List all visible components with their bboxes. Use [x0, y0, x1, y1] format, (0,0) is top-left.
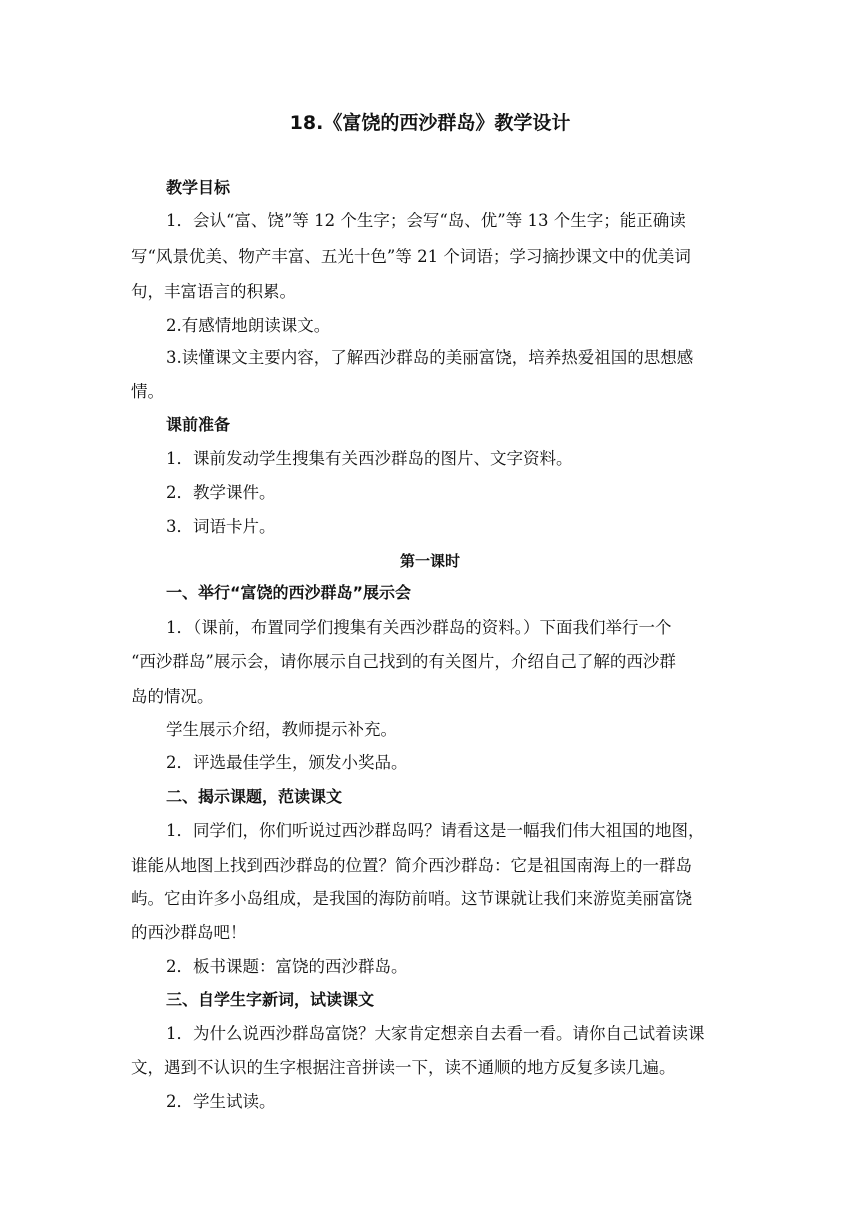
- paragraph-line: 句，丰富语言的积累。: [131, 282, 296, 301]
- paragraph-line: 2．教学课件。: [166, 483, 276, 502]
- paragraph-line: 2．评选最佳学生，颁发小奖品。: [166, 753, 408, 772]
- paragraph-line: 谁能从地图上找到西沙群岛的位置？简介西沙群岛：它是祖国南海上的一群岛: [131, 856, 692, 875]
- section-heading-1: 一、举行“富饶的西沙群岛”展示会: [166, 583, 412, 602]
- document-title: 18.《富饶的西沙群岛》教学设计: [289, 112, 571, 134]
- paragraph-line: 写“风景优美、物产丰富、五光十色”等 21 个词语；学习摘抄课文中的优美词: [131, 247, 691, 266]
- section-heading-2: 二、揭示课题，范读课文: [166, 787, 343, 806]
- paragraph-line: 2．板书课题：富饶的西沙群岛。: [166, 957, 408, 976]
- section-heading-preparation: 课前准备: [166, 415, 231, 434]
- paragraph-line: 1．同学们，你们听说过西沙群岛吗？请看这是一幅我们伟大祖国的地图，: [166, 821, 705, 840]
- paragraph-line: 的西沙群岛吧！: [131, 923, 247, 942]
- section-heading-3: 三、自学生字新词，试读课文: [166, 990, 375, 1009]
- paragraph-line: 1．课前发动学生搜集有关西沙群岛的图片、文字资料。: [166, 449, 573, 468]
- paragraph-line: 2.有感情地朗读课文。: [166, 316, 331, 335]
- paragraph-line: 学生展示介绍，教师提示补充。: [166, 720, 397, 739]
- paragraph-line: 情。: [131, 382, 164, 401]
- paragraph-line: 1．会认“富、饶”等 12 个生字；会写“岛、优”等 13 个生字；能正确读: [166, 211, 686, 230]
- paragraph-line: 3.读懂课文主要内容，了解西沙群岛的美丽富饶，培养热爱祖国的思想感: [166, 348, 694, 367]
- paragraph-line: 岛的情况。: [131, 687, 214, 706]
- paragraph-line: 文，遇到不认识的生字根据注音拼读一下，读不通顺的地方反复多读几遍。: [131, 1058, 676, 1077]
- paragraph-line: 屿。它由许多小岛组成，是我国的海防前哨。这节课就让我们来游览美丽富饶: [131, 889, 692, 908]
- section-heading-objectives: 教学目标: [166, 178, 231, 197]
- paragraph-line: “西沙群岛”展示会，请你展示自己找到的有关图片，介绍自己了解的西沙群: [131, 652, 676, 671]
- paragraph-line: 1．为什么说西沙群岛富饶？大家肯定想亲自去看一看。请你自己试着读课: [166, 1024, 705, 1043]
- lesson-period-heading: 第一课时: [399, 552, 460, 570]
- paragraph-line: 2．学生试读。: [166, 1092, 276, 1111]
- paragraph-line: 3．词语卡片。: [166, 517, 276, 536]
- paragraph-line: 1．（课前，布置同学们搜集有关西沙群岛的资料。）下面我们举行一个: [166, 618, 672, 637]
